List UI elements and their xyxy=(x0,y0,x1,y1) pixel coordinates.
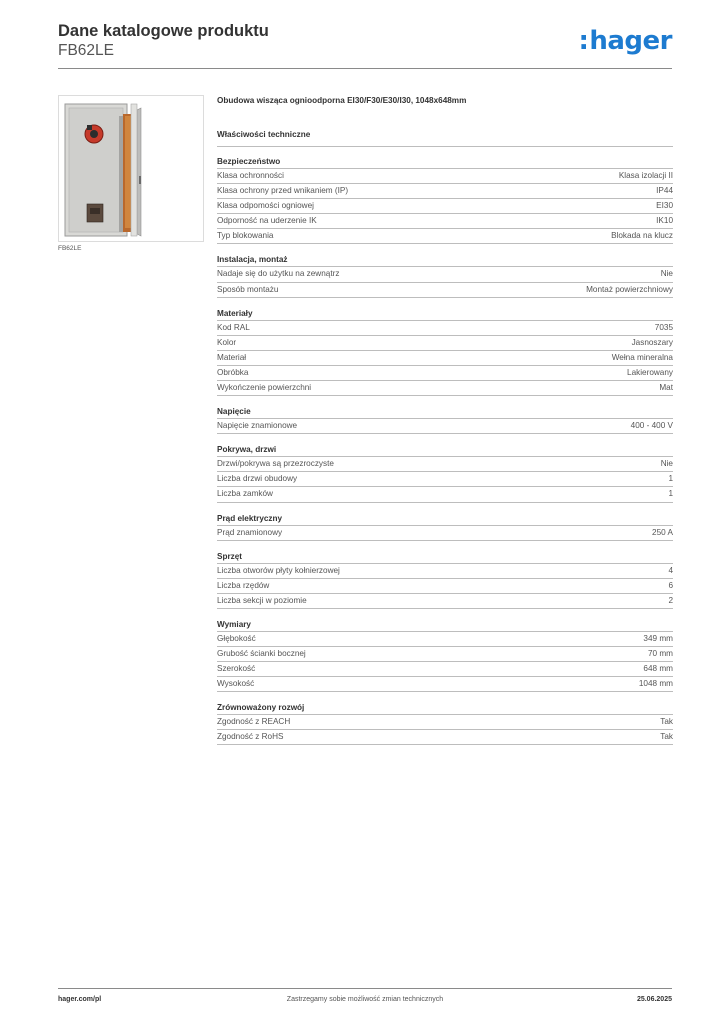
properties-section xyxy=(217,702,673,745)
property-label: Wykończenie powierzchni xyxy=(217,383,312,393)
property-value: 250 A xyxy=(652,527,673,537)
property-label: Kod RAL xyxy=(217,322,250,332)
property-value: 6 xyxy=(668,580,673,590)
hager-logo: :hager xyxy=(578,26,672,56)
property-label: Klasa ochrony przed wnikaniem (IP) xyxy=(217,186,349,196)
property-label: Grubość ścianki bocznej xyxy=(217,648,306,658)
property-label: Liczba zamków xyxy=(217,489,273,499)
property-value: Klasa izolacji II xyxy=(618,171,673,180)
property-row xyxy=(217,381,673,396)
property-label: Sposób montażu xyxy=(217,284,279,294)
property-label: Napięcie znamionowe xyxy=(217,421,298,431)
footer-date: 25.06.2025 xyxy=(636,996,672,1003)
header-divider xyxy=(58,68,672,69)
property-row xyxy=(217,229,673,244)
property-row xyxy=(217,199,673,214)
property-row xyxy=(217,594,673,609)
property-row xyxy=(217,647,673,662)
property-label: Drzwi/pokrywa są przezroczyste xyxy=(217,459,334,469)
property-value: Blokada na klucz xyxy=(611,231,673,241)
page-title: Dane katalogowe produktu xyxy=(58,22,269,40)
properties-section xyxy=(217,406,673,434)
section-title: Zrównoważony rozwój xyxy=(217,702,673,715)
property-value: 1048 mm xyxy=(638,679,673,689)
property-label: Zgodność z RoHS xyxy=(217,732,284,742)
property-row xyxy=(217,321,673,336)
property-row xyxy=(217,457,673,472)
image-caption: FB62LE xyxy=(58,245,82,252)
property-value: IK10 xyxy=(656,216,673,226)
property-label: Klasa odpomości ogniowej xyxy=(217,201,314,211)
property-value: 400 - 400 V xyxy=(630,421,673,431)
property-value: Lakierowany xyxy=(627,367,673,377)
property-value: EI30 xyxy=(656,201,673,211)
product-code: FB62LE xyxy=(58,42,115,59)
property-label: Nadaje się do użytku na zewnątrz xyxy=(217,269,340,279)
section-title: Instalacja, montaż xyxy=(217,254,673,267)
enclosure-illustration xyxy=(59,96,203,241)
property-row xyxy=(217,336,673,351)
property-row xyxy=(217,677,673,692)
property-value: 648 mm xyxy=(643,664,673,674)
properties-section xyxy=(217,156,673,244)
properties-sections xyxy=(217,156,673,745)
property-value: 4 xyxy=(668,565,673,575)
property-value: 70 mm xyxy=(647,648,673,658)
properties-section xyxy=(217,444,673,502)
property-label: Liczba drzwi obudowy xyxy=(217,474,298,484)
section-title: Wymiary xyxy=(217,619,673,632)
property-value: 349 mm xyxy=(643,633,673,643)
property-label: Zgodność z REACH xyxy=(217,717,291,727)
section-title: Prąd elektryczny xyxy=(217,513,673,526)
property-value: Jasnoszary xyxy=(631,337,673,347)
section-title: Pokrywa, drzwi xyxy=(217,444,673,457)
section-title: Napięcie xyxy=(217,406,673,419)
property-value: Tak xyxy=(660,732,673,742)
property-value: Nie xyxy=(660,459,673,469)
property-value: Wełna mineralna xyxy=(611,352,673,362)
logo-text: hager xyxy=(589,26,672,56)
property-value: IP44 xyxy=(656,186,673,196)
property-row xyxy=(217,283,673,298)
property-row xyxy=(217,730,673,745)
property-row xyxy=(217,267,673,282)
property-label: Szerokość xyxy=(217,664,256,674)
property-label: Liczba rzędów xyxy=(217,580,270,590)
property-label: Typ blokowania xyxy=(217,231,274,241)
footer-notice: Zastrzegamy sobie możliwość zmian technicznych xyxy=(286,996,444,1003)
properties-section xyxy=(217,551,673,609)
property-label: Obróbka xyxy=(217,367,249,377)
footer-divider xyxy=(58,988,672,989)
property-value: 2 xyxy=(668,595,673,605)
section-title: Bezpieczeństwo xyxy=(217,156,673,169)
property-row xyxy=(217,472,673,487)
property-label: Prąd znamionowy xyxy=(217,527,283,537)
section-title: Sprzęt xyxy=(217,551,673,564)
page-footer xyxy=(58,996,672,1008)
properties-section xyxy=(217,619,673,692)
property-label: Głębokość xyxy=(217,633,256,643)
product-description: Obudowa wisząca ognioodporna EI30/F30/E30/I30, 1048x648mm xyxy=(217,96,467,105)
property-label: Wysokość xyxy=(217,679,255,689)
property-row xyxy=(217,419,673,434)
property-label: Liczba sekcji w poziomie xyxy=(217,595,307,605)
property-row xyxy=(217,564,673,579)
property-row xyxy=(217,366,673,381)
property-label: Kolor xyxy=(217,337,237,347)
property-value: Mat xyxy=(659,383,673,393)
footer-website-link[interactable]: hager.com/pl xyxy=(58,996,102,1003)
properties-section xyxy=(217,308,673,396)
property-value: Montaż powierzchniowy xyxy=(586,284,673,294)
property-value: 7035 xyxy=(654,322,673,332)
property-row xyxy=(217,526,673,541)
product-image xyxy=(58,95,204,242)
property-row xyxy=(217,579,673,594)
properties-heading: Właściwości techniczne xyxy=(217,130,673,147)
property-value: Nie xyxy=(660,269,673,279)
property-label: Odporność na uderzenie IK xyxy=(217,216,317,226)
properties-section xyxy=(217,513,673,541)
properties-section xyxy=(217,254,673,297)
section-title: Materiały xyxy=(217,308,673,321)
property-row xyxy=(217,169,673,184)
page-header xyxy=(58,22,672,68)
property-label: Klasa ochronności xyxy=(217,171,284,180)
property-label: Liczba otworów płyty kołnierzowej xyxy=(217,565,340,575)
product-details xyxy=(217,96,673,745)
property-row xyxy=(217,487,673,502)
property-row xyxy=(217,632,673,647)
property-row xyxy=(217,715,673,730)
property-value: 1 xyxy=(668,474,673,484)
property-label: Materiał xyxy=(217,352,247,362)
property-value: 1 xyxy=(668,489,673,499)
property-value: Tak xyxy=(660,717,673,727)
property-row xyxy=(217,662,673,677)
property-row xyxy=(217,184,673,199)
property-row xyxy=(217,351,673,366)
property-row xyxy=(217,214,673,229)
